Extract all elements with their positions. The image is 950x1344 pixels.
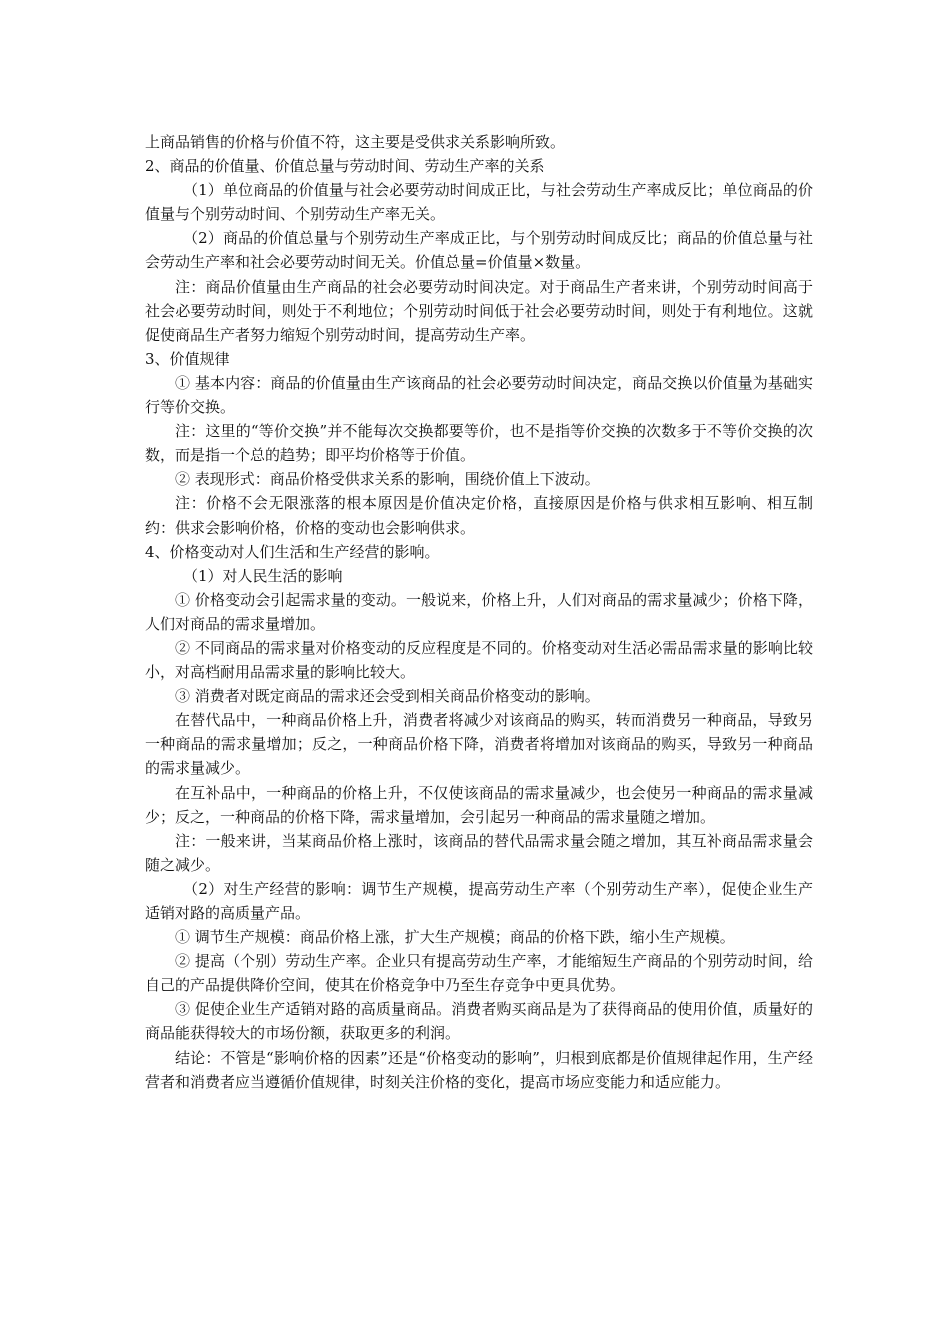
note-paragraph-3: 注：价格不会无限涨落的根本原因是价值决定价格，直接原因是价格与供求相互影响、相互制约：供求会影响价格，价格的变动也会影响供求。 <box>145 494 813 537</box>
paragraph-productivity: ② 提高（个别）劳动生产率。企业只有提高劳动生产率，才能缩短生产商品的个别劳动时间，给自己的产品提供降价空间，使其在价格竞争中乃至生存竞争中更具优势。 <box>145 952 813 995</box>
subheading-production-impact: （2）对生产经营的影响：调节生产规模，提高劳动生产率（个别劳动生产率），促使企业生产适销对路的高质量产品。 <box>145 879 813 922</box>
conclusion-paragraph: 结论：不管是“影响价格的因素”还是“价格变动的影响”，归根到底都是价值规律起作用，生产经营者和消费者应当遵循价值规律，时刻关注价格的变化，提高市场应变能力和适应能力。 <box>145 1048 813 1091</box>
continuation-paragraph: 上商品销售的价格与价值不符，这主要是受供求关系影响所致。 <box>145 133 566 151</box>
note-paragraph-1: 注：商品价值量由生产商品的社会必要劳动时间决定。对于商品生产者来讲，个别劳动时间高于社会必要劳动时间，则处于不利地位；个别劳动时间低于社会必要劳动时间，则处于有利地位。这就促使商品生产者努力缩短个别劳动时间，提高劳动生产率。 <box>145 277 813 344</box>
section-heading-4: 4、价格变动对人们生活和生产经营的影响。 <box>145 542 440 561</box>
paragraph-form: ② 表现形式：商品价格受供求关系的影响，围绕价值上下波动。 <box>175 470 600 489</box>
subheading-life-impact: （1）对人民生活的影响 <box>183 566 343 585</box>
paragraph-demand-change: ① 价格变动会引起需求量的变动。一般说来，价格上升，人们对商品的需求量减少；价格下降，人们对商品的需求量增加。 <box>145 590 813 633</box>
paragraph-scale: ① 调节生产规模：商品价格上涨，扩大生产规模；商品的价格下跌，缩小生产规模。 <box>175 928 735 947</box>
section-heading-3: 3、价值规律 <box>145 349 230 368</box>
paragraph-substitutes: 在替代品中，一种商品价格上升，消费者将减少对该商品的购买，转而消费另一种商品，导致另一种商品的需求量增加；反之，一种商品价格下降，消费者将增加对该商品的购买，导致另一种商品的需求量减少。 <box>145 711 813 778</box>
section-heading-2: 2、商品的价值量、价值总量与劳动时间、劳动生产率的关系 <box>145 157 545 176</box>
paragraph-basic-content: ① 基本内容：商品的价值量由生产该商品的社会必要劳动时间决定，商品交换以价值量为基础实行等价交换。 <box>145 373 813 417</box>
paragraph-related-goods: ③ 消费者对既定商品的需求还会受到相关商品价格变动的影响。 <box>175 687 600 706</box>
note-paragraph-4: 注：一般来讲，当某商品价格上涨时，该商品的替代品需求量会随之增加，其互补商品需求量会随之减少。 <box>145 831 813 874</box>
paragraph-complements: 在互补品中，一种商品的价格上升，不仅使该商品的需求量减少，也会使另一种商品的需求量减少；反之，一种商品的价格下降，需求量增加，会引起另一种商品的需求量随之增加。 <box>145 783 813 826</box>
paragraph-quality: ③ 促使企业生产适销对路的高质量商品。消费者购买商品是为了获得商品的使用价值，质量好的商品能获得较大的市场份额，获取更多的利润。 <box>145 1000 813 1043</box>
document-page <box>145 130 813 1094</box>
paragraph-elasticity: ② 不同商品的需求量对价格变动的反应程度是不同的。价格变动对生活必需品需求量的影响比较小，对高档耐用品需求量的影响比较大。 <box>145 638 813 682</box>
paragraph-unit-value: （1）单位商品的价值量与社会必要劳动时间成正比，与社会劳动生产率成反比；单位商品的价值量与个别劳动时间、个别劳动生产率无关。 <box>145 181 813 224</box>
paragraph-total-value: （2）商品的价值总量与个别劳动生产率成正比，与个别劳动时间成反比；商品的价值总量与社会劳动生产率和社会必要劳动时间无关。价值总量=价值量×数量。 <box>145 229 813 272</box>
note-paragraph-2: 注：这里的“等价交换”并不能每次交换都要等价，也不是指等价交换的次数多于不等价交换的次数，而是指一个总的趋势；即平均价格等于价值。 <box>145 422 813 465</box>
